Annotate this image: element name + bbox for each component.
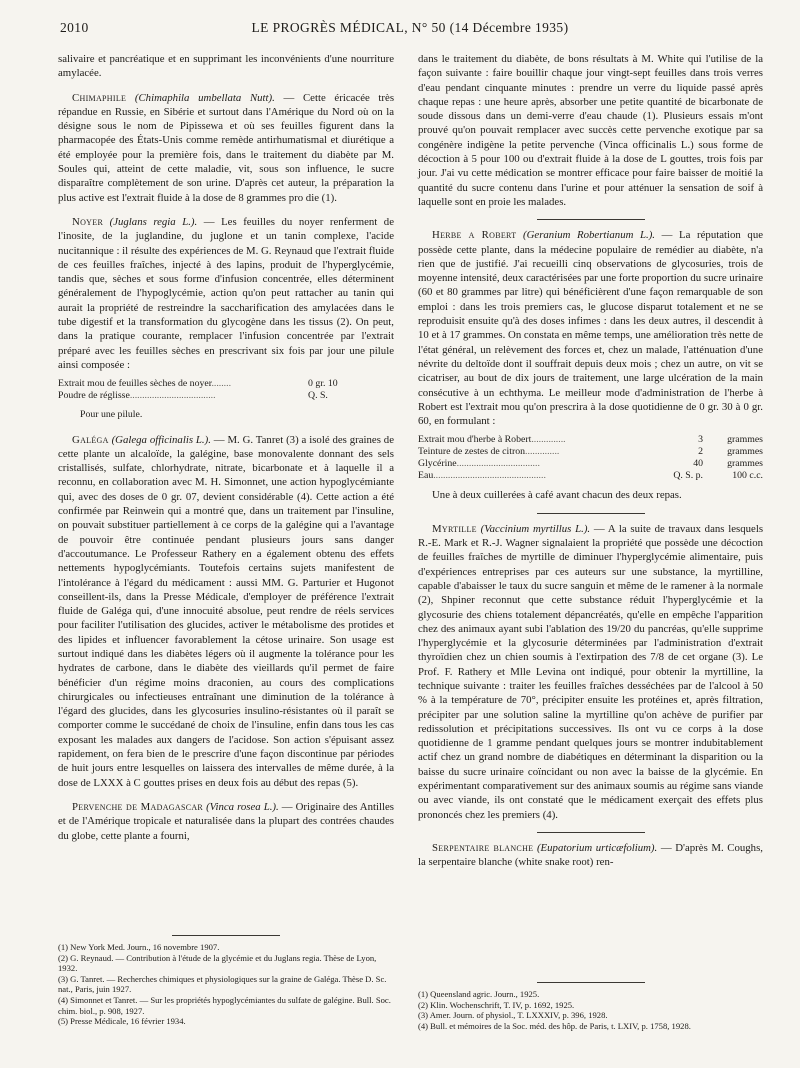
myrtille-section bbox=[418, 522, 763, 822]
running-header bbox=[58, 18, 762, 38]
section-heading: Noyer bbox=[72, 215, 104, 228]
herbe-section bbox=[418, 228, 763, 428]
left-intro-paragraph: salivaire et pancréatique et en supprimant les inconvénients d'une nourriture amylacée. bbox=[58, 53, 394, 80]
footnote: (2) G. Reynaud. — Contribution à l'étude de la glycémie et du Juglans regia. Thèse de Lyon, 1932. bbox=[58, 952, 377, 974]
left-column bbox=[58, 52, 394, 849]
latin-name: (Vinca rosea L.). bbox=[206, 800, 279, 813]
formula-ingredient: Poudre de réglisse bbox=[58, 390, 130, 402]
formula-ingredient: Extrait mou d'herbe à Robert bbox=[418, 434, 532, 446]
formula-row: Eau.............................................. Q. S. p. 100 c.c. bbox=[418, 470, 763, 482]
formula-row: Extrait mou d'herbe à Robert.............. 3 grammes bbox=[418, 434, 763, 446]
latin-name: (Vaccinium myrtillus L.). bbox=[480, 522, 591, 535]
formula-ingredient: Extrait mou de feuilles sèches de noyer bbox=[58, 378, 212, 390]
section-divider bbox=[537, 832, 645, 833]
formula-ingredient: Teinture de zestes de citron bbox=[418, 446, 526, 458]
chimaphile-section bbox=[58, 91, 394, 205]
section-text: — D'après M. Coughs, la serpentaire blanche (white snake root) ren- bbox=[418, 841, 763, 869]
formula-unit: grammes bbox=[727, 434, 763, 446]
galega-section bbox=[58, 433, 394, 790]
latin-name: (Chimaphila umbellata Nutt). bbox=[134, 91, 275, 104]
herbe-formula bbox=[418, 434, 763, 482]
herbe-dosage: Une à deux cuillerées à café avant chacun des deux repas. bbox=[432, 489, 682, 502]
footnote-divider bbox=[537, 982, 645, 983]
footnote: (1) Queensland agric. Journ., 1925. bbox=[418, 989, 540, 999]
footnote: (3) G. Tanret. — Recherches chimiques et physiologiques sur la graine de Galéga. Thèse D. Sc. nat., Paris, juin 1927. bbox=[58, 973, 387, 995]
section-heading: Myrtille bbox=[432, 522, 477, 535]
footnote: (1) New York Med. Journ., 16 novembre 1907. bbox=[58, 942, 220, 952]
section-heading: Galéga bbox=[72, 433, 109, 446]
footnote-divider bbox=[172, 935, 280, 936]
section-divider bbox=[537, 219, 645, 220]
running-title: LE PROGRÈS MÉDICAL, N° 50 (14 Décembre 1935) bbox=[251, 20, 569, 35]
right-intro-paragraph: dans le traitement du diabète, de bons résultats à M. White qui l'utilise de la façon suivante : faire bouillir chaque jour vingt-sept feuilles dans trois verres d'eau pendant cinquante minutes : prendre un verre du liquide passé après chaque repas : une heure après, absorber une petite quantité de bicarbonate de soude dissous dans un demi-verre d'eau chaude (1). Plusieurs essais m'ont prouvé qu'on pouvait remplacer avec succès cette pervenche exotique par sa congénère indigène la petite pervenche (Vinca officinalis L.) sous forme de décoction à 5 pour 100 ou d'extrait fluide à la dose de L gouttes, trois fois par jour. J'ai vu cette médication se montrer efficace pour faire baisser de moitié la quantité du sucre contenu dans l'urine et pour atténuer la sensation de soif à laquelle sont en proie les malades. bbox=[418, 53, 763, 208]
formula-unit: grammes bbox=[727, 446, 763, 458]
formula-row: Glycérine.................................. 40 grammes bbox=[418, 458, 763, 470]
section-heading: Serpentaire blanche bbox=[432, 841, 534, 854]
formula-quantity: 0 gr. 10 bbox=[308, 378, 338, 390]
formula-unit: grammes bbox=[727, 458, 763, 470]
latin-name: (Geranium Robertianum L.). bbox=[523, 229, 655, 242]
section-text: — Originaire des Antilles et de l'Amérique tropicale et naturalisée dans la plupart des contrées chaudes du globe, cette plante a fourni, bbox=[58, 800, 394, 842]
section-heading: Chimaphile bbox=[72, 91, 127, 104]
formula-quantity: Q. S. p. bbox=[673, 470, 703, 482]
section-text: — A la suite de travaux dans lesquels R.-E. Mark et R.-J. Wagner signalaient la propriété que possède une décoction de feuilles fraîches de myrtille de diminuer l'hyperglycémie alimentaire, puis d'expériences entreprises par ces auteurs sur une substance, la myrtilline, capable d'abaisser le taux du sucre sanguin et même de le ramener à la normale (2), Shpiner reconnut que cette substance réduit l'hyperglycémie et la glycosurie des chiens totalement dépancréatés, qu'elle en empêche l'apparition chez des animaux ayant subi l'ablation des 19/20 du pancréas, qu'elle supprime l'hyperglycémie et la glycosurie déterminées par l'administration d'extrait thyroïdien chez un chien soumis à l'extirpation des 7/8 de cet organe (3). Le Prof. F. Rathery et Mlle Levina ont indiqué, pour obtenir la myrtilline, la technique suivante : traiter les feuilles fraîches desséchées par de l'alcool à 50 % à la température de 70°, précipiter ensuite les protéines et, après filtration, précipiter par une solution saline la myrtilline qu'on achève de purifier par redissolution et précipitations successives. Ils ont vu ce corps à la dose quotidienne de 1 gramme pendant quelques jours se montrer indubitablement actif chez un grand nombre de diabétiques en déterminant la disparition ou la baisse du sucre urinaire coïncidant ou non avec la baisse de la glycémie. En expérimentant comparativement sur des animaux soumis au régime sans viande ou avec viande, ils ont constaté que le médicament exerçait des effets plus prononcés chez les premiers (4). bbox=[418, 522, 764, 821]
page-number: 2010 bbox=[60, 20, 89, 35]
footnote: (4) Simonnet et Tanret. — Sur les propriétés hypoglycémiantes du sulfate de galégine. Bull. Soc. chim. biol., p. 908, 1927. bbox=[58, 994, 391, 1016]
formula-ingredient: Eau bbox=[418, 470, 434, 482]
serpentaire-section bbox=[418, 841, 763, 870]
formula-row: Poudre de réglisse................................... Q. S. bbox=[58, 390, 394, 402]
footnote: (5) Presse Médicale, 16 février 1934. bbox=[58, 1016, 186, 1027]
formula-quantity: 40 bbox=[693, 458, 703, 470]
right-footnotes bbox=[418, 982, 763, 1031]
footnote: (2) Klin. Wochenschrift, T. IV, p. 1692, 1925. bbox=[418, 999, 575, 1010]
section-heading: Pervenche de Madagascar bbox=[72, 800, 204, 813]
formula-quantity: Q. S. bbox=[308, 390, 328, 402]
section-text: — Cette éricacée très répandue en Russie, en Sibérie et surtout dans l'Amérique du Nord où on la désigne sous le nom de Pipissewa et où ses feuilles figurent dans la pharmacopée des États-Unis comme remède antirhumatismal et diurétique a été employée pour la première fois, dans le traitement du diabète par M. Soules qui, atteint de cette maladie, vit, sous son influence, le sucre disparaître complètement de son urine. D'après cet auteur, la préparation la plus active est l'extrait fluide à la dose de 8 grammes pro die (1). bbox=[58, 91, 395, 204]
latin-name: (Galega officinalis L.). bbox=[111, 433, 211, 446]
section-heading: Herbe a Robert bbox=[432, 229, 517, 242]
pervenche-section bbox=[58, 800, 394, 843]
footnote: (3) Amer. Journ. of physiol., T. LXXXIV, p. 396, 1928. bbox=[418, 1010, 608, 1021]
section-text: — M. G. Tanret (3) a isolé des graines de cette plante un alcaloïde, la galégine, base monovalente donnant des sels cristallisés, sulfate, chlorhydrate, nitrate, bicarbonate et à laquelle il a reconnu, en collaboration avec M. H. Simonnet, une action hypoglycémiante qui, avec des doses de 0 gr. 07, devient considérable (4). Cette action a été confirmée par Reinwein qui a montré que, dans un traitement par l'insuline, on pouvait substituer partiellement à ce corps de la galégine qui a l'avantage de pouvoir être continuée pendant plusieurs jours sans danger d'accoutumance. Le Professeur Rathery en a également obtenu des effets nettements hypoglycémiants. Toutefois certains sujets manifestent de l'intolérance à l'égard du médicament : aussi MM. G. Parturier et Hugonot conseillent-ils, dans la Presse Médicale, d'employer de préférence l'extrait fluide de Galéga qui, d'une innocuité absolue, peut rendre de réels services pour faciliter l'utilisation des glucides, activer le métabolisme des protides et des lipides et influencer favorablement la cétose urinaire. Son usage est surtout indiqué dans les diabètes légers où il augmente la tolérance pour les hydrates de carbone, dans le diabète des vieillards qu'il permet de faire bénéficier d'un régime moins draconien, au cours des complications chirurgicales ou infectieuses entraînant une diminution de la tolérance à l'égard des glucides, dans les glycosuries insulino-résistantes où il paraît se comporter comme le succédané de choix de l'insuline, enfin dans tous les cas exposant les malades aux dangers de l'acidose. Son action s'épuisant assez rapidement, on fera bien de le prescrire d'une façon discontinue par périodes de huit jours entre lesquelles on laissera des intervalles de même durée, à la dose de LXXX à C gouttes prises en deux fois au début des repas (5). bbox=[58, 433, 394, 789]
formula-row: Teinture de zestes de citron.............. 2 grammes bbox=[418, 446, 763, 458]
section-divider bbox=[537, 513, 645, 514]
formula-row: Extrait mou de feuilles sèches de noyer........ 0 gr. 10 bbox=[58, 378, 394, 390]
latin-name: (Juglans regia L.). bbox=[109, 215, 198, 228]
latin-name: (Eupatorium urticæfolium). bbox=[536, 841, 658, 854]
section-text: — La réputation que possède cette plante, dans la médecine populaire de remédier au diabète, n'a rien que de justifié. J'ai recueilli cinq observations de glycosuries, trois de moyenne intensité, deux caractérisées par une forte proportion du sucre urinaire (60 et 80 grammes par litre) qui bénéficièrent d'une façon remarquable de son emploi : dans les trois premiers cas, le glucose disparut totalement et ne se reproduisit ensuite qu'à des doses infimes : dans les deux autres, il descendit à 10 et à 17 grammes. On constata en même temps, une amélioration très nette de l'état général, un relèvement des forces et, chez un malade, l'atténuation d'une névrite du deltoïde dont il souffrait depuis deux mois ; chez un autre, on vit se cicatriser, au bout de dix jours de traitement, une large ulcération de la main consécutive à un echthyma. Le meilleur mode d'administration de l'herbe à Robert est l'extrait mou qu'on prescrira à la dose quotidienne de 0 gr. 30 à 0 gr. 60, en formulant : bbox=[418, 229, 764, 428]
formula-unit: 100 c.c. bbox=[732, 470, 763, 482]
formula-note: Pour une pilule. bbox=[80, 409, 143, 421]
left-footnotes bbox=[58, 935, 394, 1027]
section-text: — Les feuilles du noyer renferment de l'inosite, de la juglandine, du juglone et un tanin complexe, l'acide nucitannique : il résulte des expériences de M. G. Reynaud que l'extrait fluide de ces feuilles fraîches, injecté à des lapins, produit de l'hyperglycémie, tandis que, sèches et sous forme d'infusion concentrée, elles déterminent généralement de l'hypoglycémie, action qu'on peut rattacher au tanin qui aurait la propriété de restreindre la saccharification des amylacées dans le tube digestif et la transformation du glycogène dans les tissus (2). On peut, dans la pratique courante, remplacer l'infusion concentrée par l'extrait préparé avec les feuilles sèches en prescrivant six fois par jour une pilule ainsi composée : bbox=[58, 215, 394, 371]
right-column bbox=[418, 52, 763, 876]
formula-quantity: 2 bbox=[698, 446, 703, 458]
formula-quantity: 3 bbox=[698, 434, 703, 446]
formula-ingredient: Glycérine bbox=[418, 458, 457, 470]
noyer-section bbox=[58, 215, 394, 372]
noyer-formula bbox=[58, 378, 394, 402]
footnote: (4) Bull. et mémoires de la Soc. méd. des hôp. de Paris, t. LXIV, p. 1758, 1928. bbox=[418, 1020, 691, 1031]
